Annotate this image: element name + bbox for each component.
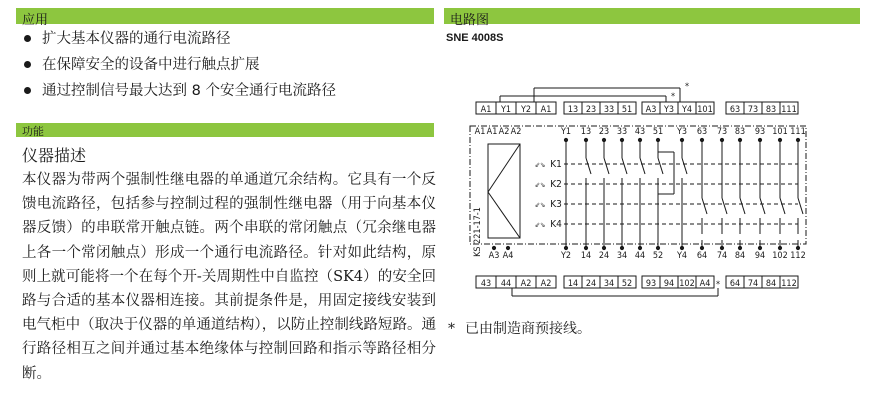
terminal-node — [620, 246, 623, 249]
contact-label: 112 — [790, 251, 806, 261]
terminal-node — [492, 246, 495, 249]
terminal-node — [584, 138, 587, 141]
top-terminal-label: Y1 — [500, 105, 512, 115]
contact-label: 44 — [634, 251, 646, 261]
bottom-terminal-label: 102 — [679, 279, 695, 289]
top-terminal-label: 83 — [765, 105, 777, 115]
contact-label: A2 — [510, 127, 522, 137]
bottom-terminal-label: A4 — [699, 279, 711, 289]
top-terminal-label: Y3 — [663, 105, 675, 115]
footnote-text: 已由制造商预接线。 — [465, 321, 591, 337]
contact-label: 101 — [772, 127, 788, 137]
list-item-text: 在保障安全的设备中进行触点扩展 — [42, 57, 260, 73]
terminal-node — [738, 138, 741, 141]
diagram-model-title: SNE 4008S — [446, 32, 504, 44]
switch-blade — [740, 198, 745, 214]
contact-label: Y2 — [560, 251, 572, 261]
switch-blade — [702, 198, 707, 214]
contact-label: 34 — [616, 251, 628, 261]
terminal-node — [796, 138, 799, 141]
contact-label: 51 — [652, 127, 664, 137]
switch-blade — [640, 158, 645, 174]
bottom-terminal-label: 44 — [500, 279, 512, 289]
contact-label: 74 — [716, 251, 728, 261]
contact-label: A1 — [474, 127, 486, 137]
prewired-star: * — [716, 280, 721, 290]
contact-label: 13 — [580, 127, 592, 137]
bottom-terminal-label: 84 — [765, 279, 777, 289]
terminal-node — [656, 246, 659, 249]
terminal-node — [720, 246, 723, 249]
terminal-node — [700, 138, 703, 141]
contact-label: 33 — [616, 127, 628, 137]
switch-blade — [798, 198, 803, 214]
bottom-terminal-label: 14 — [567, 279, 579, 289]
bottom-terminal-label: 24 — [585, 279, 597, 289]
top-terminal-label: 33 — [603, 105, 615, 115]
switch-blade — [586, 158, 591, 174]
bottom-terminal-label: 112 — [781, 279, 797, 289]
bottom-terminal-label: 43 — [480, 279, 492, 289]
switch-blade — [658, 158, 663, 174]
top-terminal-label: A3 — [645, 105, 657, 115]
contact-label: 93 — [754, 127, 766, 137]
relay-label: K4 — [550, 219, 562, 230]
terminal-node — [638, 246, 641, 249]
relay-symbol-icon: ⇙⇘ — [534, 201, 546, 209]
section-header-function — [16, 123, 434, 137]
contact-label: 52 — [652, 251, 664, 261]
bottom-terminal-label: 74 — [747, 279, 759, 289]
relay-label: K3 — [550, 199, 562, 210]
switch-blade — [722, 198, 727, 214]
section-title: 应用 — [22, 13, 49, 28]
contact-label: Y4 — [676, 251, 688, 261]
prewired-star: * — [671, 92, 676, 102]
footnote — [448, 318, 591, 338]
description-heading: 仪器描述 — [22, 146, 87, 165]
relay-symbol-icon: ⇙⇘ — [534, 161, 546, 169]
switch-blade — [780, 198, 785, 214]
contact-label: 14 — [580, 251, 592, 261]
section-title: 电路图 — [450, 13, 490, 28]
top-terminal-label: 101 — [697, 105, 713, 115]
contact-label: Y1 — [560, 127, 572, 137]
coil-diagonal — [488, 144, 520, 192]
contact-label: 24 — [598, 251, 610, 261]
terminal-node — [778, 138, 781, 141]
terminal-node — [584, 246, 587, 249]
top-terminal-label: 63 — [729, 105, 741, 115]
top-terminal-label: 73 — [747, 105, 759, 115]
bullet-icon — [24, 35, 31, 42]
list-item — [22, 56, 336, 82]
bottom-terminal-label: 64 — [729, 279, 741, 289]
terminal-node — [602, 246, 605, 249]
contact-label: 84 — [734, 251, 746, 261]
bottom-terminal-label: A2 — [520, 279, 532, 289]
terminal-node — [796, 246, 799, 249]
terminal-node — [602, 138, 605, 141]
top-terminal-label: 13 — [567, 105, 579, 115]
terminal-node — [638, 138, 641, 141]
contact-label: 111 — [790, 127, 806, 137]
terminal-node — [700, 246, 703, 249]
contact-label: 73 — [716, 127, 728, 137]
terminal-node — [778, 246, 781, 249]
contact-label: 43 — [634, 127, 646, 137]
bottom-terminal-label: 93 — [645, 279, 657, 289]
section-title: 功能 — [22, 125, 44, 138]
list-item — [22, 82, 336, 108]
terminal-node — [738, 246, 741, 249]
bottom-terminal-label: 34 — [603, 279, 615, 289]
contact-label: 83 — [734, 127, 746, 137]
bullet-icon — [24, 61, 31, 68]
list-item — [22, 30, 336, 56]
bottom-terminal-label: A2 — [540, 279, 552, 289]
contact-label: A1 — [486, 127, 498, 137]
contact-label: 64 — [696, 251, 708, 261]
relay-symbol-icon: ⇙⇘ — [534, 181, 546, 189]
terminal-node — [680, 138, 683, 141]
terminal-node — [720, 138, 723, 141]
top-terminal-label: Y4 — [681, 105, 693, 115]
contact-label: 94 — [754, 251, 766, 261]
device-type-label: KS 221-17-1 — [473, 207, 483, 257]
prewired-star: * — [685, 82, 690, 92]
top-terminal-label: A1 — [480, 105, 492, 115]
contact-label: 102 — [772, 251, 788, 261]
top-terminal-label: 23 — [585, 105, 597, 115]
contact-label: Y3 — [676, 127, 688, 137]
terminal-node — [758, 138, 761, 141]
contact-label: 23 — [598, 127, 610, 137]
terminal-node — [656, 138, 659, 141]
relay-symbol-icon: ⇙⇘ — [534, 221, 546, 229]
switch-blade — [622, 158, 627, 174]
contact-label: A2 — [498, 127, 510, 137]
terminal-node — [620, 138, 623, 141]
bottom-terminal-label: 52 — [621, 279, 633, 289]
circuit-diagram — [468, 82, 828, 308]
relay-label: K2 — [550, 179, 562, 190]
terminal-node — [564, 138, 567, 141]
relay-label: K1 — [550, 159, 562, 170]
contact-label: A3 — [488, 251, 500, 261]
top-terminal-label: 51 — [621, 105, 633, 115]
coil-diagonal — [488, 192, 520, 238]
contact-label: A4 — [502, 251, 514, 261]
terminal-node — [506, 246, 509, 249]
relay-coil-block — [488, 144, 520, 238]
list-item-text: 通过控制信号最大达到 8 个安全通行电流路径 — [42, 83, 336, 99]
top-terminal-label: A1 — [540, 105, 552, 115]
contact-label: 63 — [696, 127, 708, 137]
bullet-icon — [24, 87, 31, 94]
terminal-node — [758, 246, 761, 249]
switch-blade — [682, 158, 687, 174]
list-item-text: 扩大基本仪器的通行电流路径 — [42, 31, 231, 47]
bottom-terminal-label: 94 — [663, 279, 675, 289]
feature-list — [22, 30, 336, 108]
top-terminal-label: Y2 — [520, 105, 532, 115]
footnote-star: * — [448, 321, 455, 337]
section-header-application — [16, 8, 434, 28]
switch-blade — [604, 158, 609, 174]
section-header-circuit — [444, 8, 860, 28]
terminal-node — [680, 246, 683, 249]
terminal-node — [564, 246, 567, 249]
description-body: 本仪器为带两个强制性继电器的单通道冗余结构。它具有一个反馈电流路径，包括参与控制过程的强制性继电器（用于向基本仪器反馈）的串联常开触点链。两个串联的常闭触点（冗余继电器上各一个常闭触点）形成一个通行电流路径。针对如此结构，原则上就可能将一个在每个开-关周期性中自监控（SK4）的安全回路与合适的基本仪器相连接。其前提条件是，用固定接线安装到电气柜中（取决于仪器的单通道结构），以防止控制线路短路。通行路径相互之间并通过基本绝缘体与控制回路和指示等路径相分断。 — [22, 172, 436, 382]
switch-blade — [760, 198, 765, 214]
top-terminal-label: 111 — [781, 105, 797, 115]
